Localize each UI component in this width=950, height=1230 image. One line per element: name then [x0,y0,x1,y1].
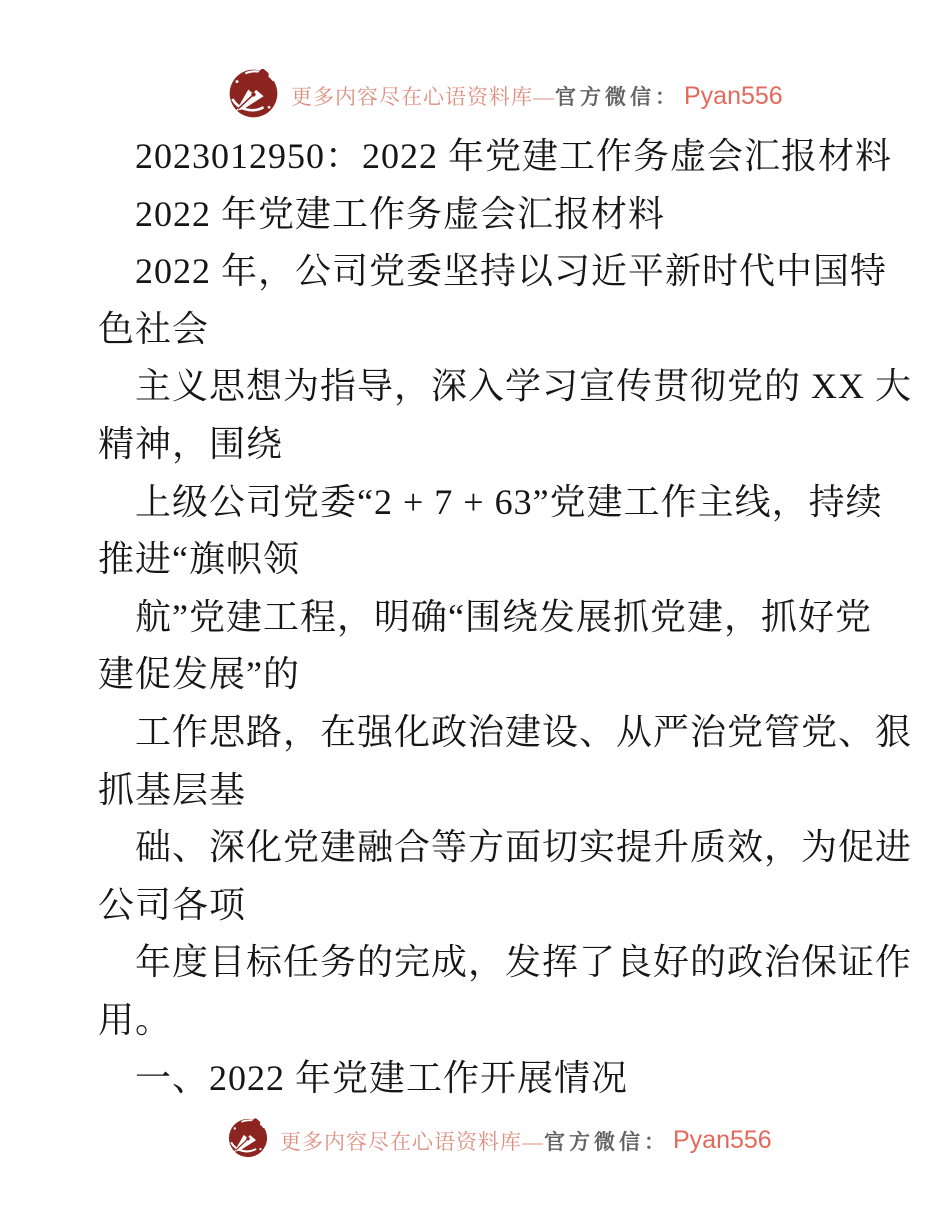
text-line: 2023012950：2022 年党建工作务虚会汇报材料 [135,136,893,176]
text-line: 上级公司党委“2 + 7 + 63”党建工作主线，持续 [135,481,883,522]
watermark-brand-text: 更多内容尽在心语资料库— [291,85,555,109]
watermark-wechat-account: Pyan556 [684,81,783,110]
text-line: 工作思路，在强化政治建设、从严治党管党、狠 [135,711,913,752]
footer-watermark [226,1116,772,1165]
watermark-wechat-label: 官方微信： [555,84,680,109]
text-line: 色社会 [98,308,210,349]
pen-nib-seal-icon [226,66,281,126]
watermark-wechat-label: 官方微信： [544,1128,669,1154]
text-line: 航”党建工程，明确“围绕发展抓党建，抓好党 [135,596,872,637]
text-line: 用。 [98,999,173,1040]
watermark-brand-text: 更多内容尽在心语资料库— [280,1129,544,1154]
text-line: 础、深化党建融合等方面切实提升质效，为促进 [135,827,913,868]
text-line: 主义思想为指导，深入学习宣传贯彻党的 XX 大 [135,366,912,407]
text-line: 精神，围绕 [98,423,284,464]
text-line: 2022 年，公司党委坚持以习近平新时代中国特 [135,251,888,292]
text-line: 建促发展”的 [98,654,300,695]
text-line: 抓基层基 [98,769,247,810]
text-line: 一、2022 年党建工作开展情况 [135,1057,629,1098]
header-watermark [226,66,783,126]
text-line: 2022 年党建工作务虚会汇报材料 [135,193,666,234]
text-line: 推进“旗帜领 [98,539,300,580]
document-body [98,128,913,1107]
pen-nib-seal-icon [226,1116,270,1165]
text-line: 公司各项 [98,884,247,925]
watermark-wechat-account: Pyan556 [673,1126,772,1154]
text-line: 年度目标任务的完成，发挥了良好的政治保证作 [135,942,913,983]
